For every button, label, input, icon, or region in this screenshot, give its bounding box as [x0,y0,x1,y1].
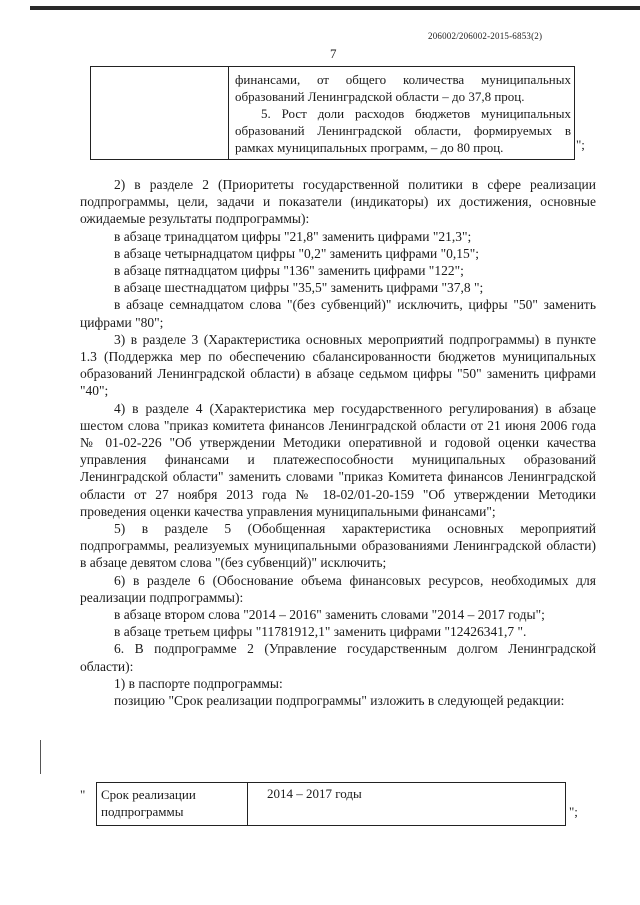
paragraph: в абзаце шестнадцатом цифры "35,5" заменить цифрами "37,8 "; [114,280,484,296]
top-table [90,66,585,160]
paragraph: 4) в разделе 4 (Характеристика мер государственного регулирования) в абзаце шестом слова "приказ комитета финансов Ленинградской области от 21 июня 2006 года № 01-02-226 "Об утверждении Методики оперативной и годовой оценки качества управления финансами и платежеспособности муниципальных образований Ленинградской области" заменить словами "приказ Комитета финансов Ленинградской области от 27 ноября 2013 года № 18-02/01-20-159 "Об утверждении Методики проведения оценки качества управления муниципальными финансами"; [80,400,596,519]
paragraph: 2) в разделе 2 (Приоритеты государственной политики в сфере реализации подпрограммы, цели, задачи и показатели (индикаторы) их достижения, основные ожидаемые результаты подпрограммы): [80,177,596,227]
table-value-cell: 2014 – 2017 годы [267,786,362,801]
table-closing-quote: "; [569,804,578,819]
table-line-2: 5. Рост доли расходов бюджетов муниципальных образований Ленинградской области, формируемых в рамках муниципальных программ, – до 80 проц. [235,106,571,155]
table-label-cell: Срок реализации подпрограммы [101,787,196,819]
table-cell-text [235,71,571,156]
paragraph: в абзаце четырнадцатом цифры "0,2" заменить цифрами "0,15"; [114,245,479,261]
paragraph: 5) в разделе 5 (Обобщенная характеристика основных мероприятий подпрограммы, реализуемых муниципальными образованиями Ленинградской области) в абзаце девятом слова "(без субвенций)" исключить; [80,521,596,571]
table-column-divider [247,783,248,825]
page-number: 7 [330,46,337,61]
paragraph: в абзаце пятнадцатом цифры "136" заменить цифрами "122"; [114,263,464,279]
paragraph: 3) в разделе 3 (Характеристика основных мероприятий подпрограммы) в пункте 1.3 (Поддержка мер по обеспечению сбалансированности бюджетов муниципальных образований Ленинградской области) в абзаце седьмом цифры "50" заменить цифрами "40"; [80,331,596,399]
paragraph: 6) в разделе 6 (Обоснование объема финансовых ресурсов, необходимых для реализации подпрограммы): [80,572,596,605]
table-line-1: финансами, от общего количества муниципальных образований Ленинградской области – до 37,8 проц. [235,72,571,104]
paragraph: в абзаце третьем цифры "11781912,1" заменить цифрами "12426341,7 ". [114,624,527,640]
table-box [96,782,566,826]
bottom-table [80,774,596,834]
paragraph: в абзаце тринадцатом цифры "21,8" заменить цифрами "21,3"; [114,228,472,244]
paragraph: в абзаце втором слова "2014 – 2016" заменить словами "2014 – 2017 годы"; [114,607,545,623]
paragraph: 6. В подпрограмме 2 (Управление государственным долгом Ленинградской области): [80,641,596,674]
table-column-divider [228,67,229,159]
open-quote: " [80,787,86,802]
top-border-line [30,6,640,10]
document-body [80,176,596,709]
document-id: 206002/206002-2015-6853(2) [428,31,543,41]
paragraph: позицию "Срок реализации подпрограммы" изложить в следующей редакции: [114,693,565,709]
table-closing-quote: "; [576,137,585,152]
paragraph: в абзаце семнадцатом слова "(без субвенций)" исключить, цифры "50" заменить цифрами "80"; [80,297,596,330]
paragraph: 1) в паспорте подпрограммы: [114,675,283,691]
margin-mark [40,740,41,774]
